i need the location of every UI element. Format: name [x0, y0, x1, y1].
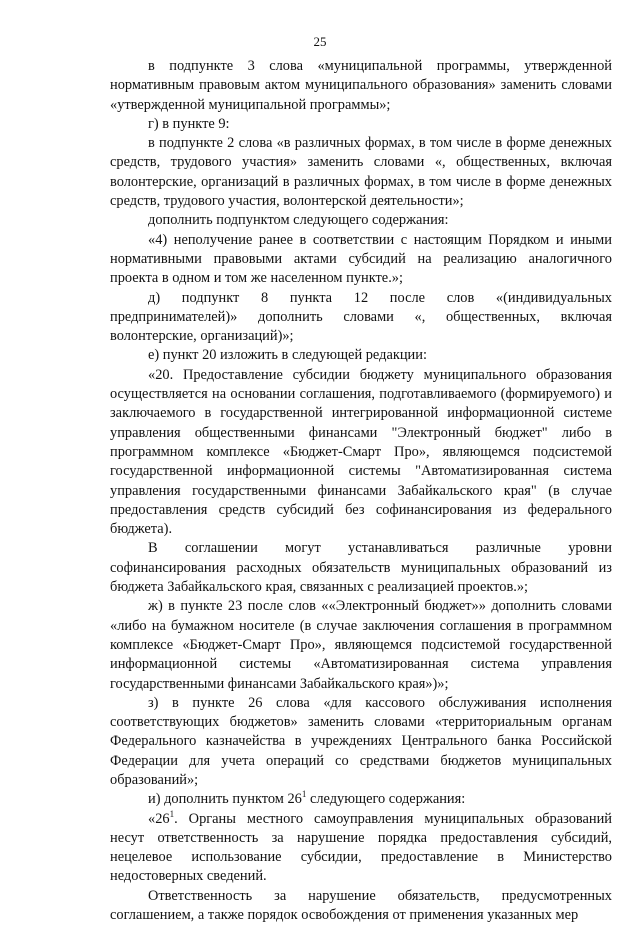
paragraph-item-i: [110, 790, 612, 809]
paragraph-item-i-pre: и) дополнить пунктом 26: [148, 791, 302, 808]
paragraph-add-subitem: дополнить подпунктом следующего содержания:: [148, 212, 449, 229]
paragraph-point-26-1: [110, 810, 612, 887]
paragraph-responsibility: Ответственность за нарушение обязательств, предусмотренных соглашением, а также порядок освобождения от применения указанных мер: [110, 887, 612, 924]
paragraph-point-20: «20. Предоставление субсидии бюджету муниципального образования осуществляется на основании соглашения, подготавливаемого (формируемого) и заключаемого в государственной интегрированной информационной системе управления общественными финансами "Электронный бюджет" либо в программном комплексе «Бюджет-Смарт Про», являющемся подсистемой государственной информационной системы "Автоматизированная система управления государственными финансами Забайкальского края" (в случае предоставления средств субсидий без софинансирования из федерального бюджета).: [110, 366, 612, 538]
paragraph-podpunkt-2: в подпункте 2 слова «в различных формах, в том числе в форме денежных средств, трудового участия» заменить словами «, общественных, включая волонтерские, организаций в различных формах, в том числе в форме денежных средств, трудового участия, волонтерской деятельности»;: [110, 135, 612, 210]
paragraph-subitem-4: «4) неполучение ранее в соответствии с настоящим Порядком и иными нормативными правовыми актами субсидий на реализацию аналогичного проекта в одном и том же населенном пункте.»;: [110, 231, 612, 287]
superscript-one: 1: [301, 789, 307, 800]
paragraph-item-zh: ж) в пункте 23 после слов ««Электронный бюджет»» дополнить словами «либо на бумажном носителе (в случае заключения соглашения в программном комплексе «Бюджет-Смарт Про», являющемся подсистемой государственной информационной системы «Автоматизированная система управления государственными финансами Забайкальского края»)»;: [110, 598, 612, 692]
paragraph-point-26-1-pre: «26: [148, 810, 170, 827]
paragraph-item-g: г) в пункте 9:: [148, 115, 230, 132]
paragraph-item-i-post: следующего содержания:: [306, 791, 466, 808]
document-body: [110, 57, 612, 925]
paragraph-item-e: е) пункт 20 изложить в следующей редакции:: [148, 347, 427, 364]
paragraph-agreement-levels: В соглашении могут устанавливаться различные уровни софинансирования расходных обязательств муниципальных образований из бюджета Забайкальского края, связанных с реализацией проектов.»;: [110, 540, 612, 596]
paragraph-point-26-1-post: . Органы местного самоуправления муниципальных образований несут ответственность за нарушение порядка предоставления субсидий, нецелевое использование субсидии, предоставление в Министерство недостоверных сведений.: [110, 810, 612, 885]
paragraph-item-z: з) в пункте 26 слова «для кассового обслуживания исполнения соответствующих бюджетов» заменить словами «территориальным органам Федерального казначейства в учреждениях Центрального банка Российской Федерации для учета операций со средствами бюджетов муниципальных образований»;: [110, 694, 612, 788]
page-number: 25: [313, 34, 327, 49]
superscript-one: 1: [169, 808, 175, 819]
paragraph-podpunkt-3: в подпункте 3 слова «муниципальной программы, утвержденной нормативным правовым актом муниципального образования» заменить словами «утвержденной муниципальной программы»;: [110, 58, 612, 113]
paragraph-item-d: д) подпункт 8 пункта 12 после слов «(индивидуальных предпринимателей)» дополнить словами «, общественных, включая волонтерские, организаций)»;: [110, 289, 612, 345]
